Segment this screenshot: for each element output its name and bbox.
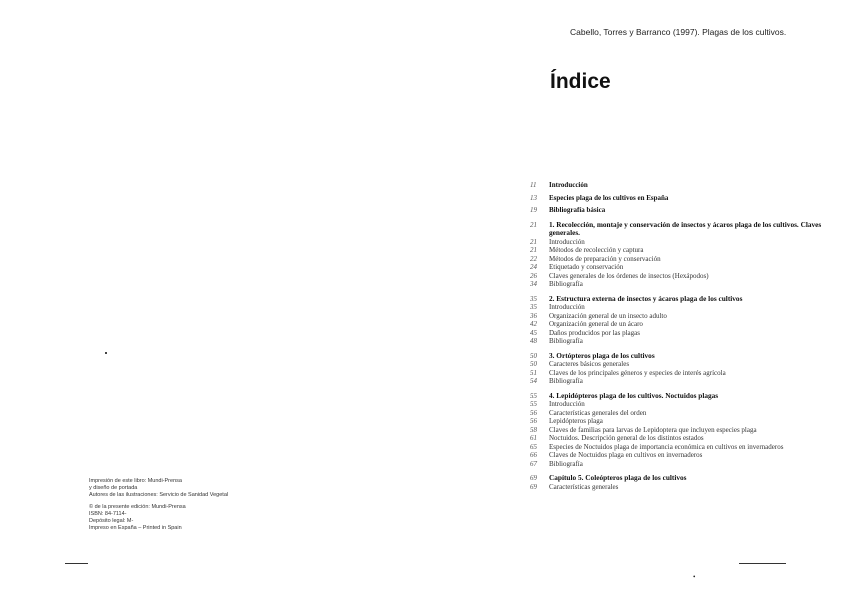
toc-entry [530, 303, 830, 312]
toc-entry-text: 4. Lepidópteros plaga de los cultivos. Noctuidos plagas [549, 390, 719, 400]
toc-page-number: 67 [530, 459, 537, 468]
credits-line: Autores de las ilustraciones: Servicio de Sanidad Vegetal [89, 492, 229, 498]
toc-entry-text: Características generales del orden [549, 408, 647, 417]
toc-entry [530, 263, 830, 272]
toc-entry [530, 194, 830, 203]
toc-page-number: 48 [530, 337, 537, 345]
credits-line: Impreso en España – Printed in Spain [89, 525, 182, 531]
toc-entry [530, 337, 830, 346]
page-title: Índice [550, 70, 611, 93]
toc-page-number: 11 [530, 181, 537, 189]
toc-entry-text: Claves de familias para larvas de Lepidoptera que incluyen especies plaga [549, 425, 757, 434]
toc-page-number: 50 [530, 360, 537, 368]
toc-entry-text: Introducción [549, 237, 585, 246]
stray-dot [105, 352, 107, 354]
toc-page-number: 45 [530, 328, 537, 337]
toc-entry [530, 443, 830, 452]
toc-entry-text: Claves generales de los órdenes de insectos (Hexápodos) [549, 271, 709, 280]
toc-entry [530, 434, 830, 443]
toc-page-number: 69 [530, 474, 537, 482]
toc-entry-text: Organización general de un ácaro [549, 320, 643, 328]
toc-page-number: 69 [530, 482, 537, 491]
toc-entry [530, 255, 830, 264]
toc-entry-text: Bibliografía [549, 377, 583, 385]
toc-page-number: 19 [530, 206, 537, 214]
toc-entry-text: Métodos de preparación y conservación [549, 254, 661, 263]
toc-entry-text: Claves de los principales géneros y especies de interés agrícola [549, 368, 726, 377]
toc-entry-text: Claves de Noctuidos plaga en cultivos en invernaderos [549, 451, 703, 459]
toc-page-number: 24 [530, 263, 537, 271]
toc-page-number: 61 [530, 434, 537, 442]
toc-entry-text: Etiquetado y conservación [549, 263, 624, 271]
toc-page-number: 56 [530, 417, 537, 425]
credits-line: © de la presente edición: Mundi-Prensa [89, 504, 186, 510]
credits-line: ISBN: 84-7114- [89, 511, 127, 517]
footer-rule [65, 563, 88, 564]
toc-entry-text: Bibliografía [549, 280, 583, 288]
credits-block [89, 478, 309, 532]
toc-entry [530, 312, 830, 321]
toc-entry [530, 426, 830, 435]
toc-entry [530, 377, 830, 386]
toc-entry [530, 369, 830, 378]
toc-page-number: 21 [530, 220, 537, 229]
toc-entry-text: Noctuidos. Descripción general de los distintos estados [549, 434, 704, 442]
toc-entry-text: 2. Estructura externa de insectos y ácaros plaga de los cultivos [549, 293, 743, 303]
footer-mark: • [693, 573, 696, 581]
toc-entry-text: Bibliografía [549, 337, 583, 345]
toc-entry [530, 400, 830, 409]
toc-page-number: 35 [530, 294, 537, 303]
toc-page-number: 51 [530, 368, 537, 377]
credits-line: Depósito legal: M- [89, 518, 134, 524]
toc-entry-text: Introducción [549, 181, 588, 189]
toc-page-number: 58 [530, 425, 537, 434]
right-page [424, 0, 848, 599]
toc-page-number: 21 [530, 246, 537, 254]
credits-line: y diseño de portada [89, 485, 138, 491]
toc-page-number: 65 [530, 442, 537, 451]
credits-line: Impresión de este libro: Mundi-Prensa [89, 478, 182, 484]
toc-entry-text: Organización general de un insecto adulto [549, 311, 667, 320]
toc-entry-text: Características generales [549, 482, 619, 491]
toc-entry-text: Especies de Noctuidos plaga de importancia económica en cultivos en invernaderos [549, 442, 784, 451]
toc-page-number: 13 [530, 193, 537, 202]
toc-page-number: 56 [530, 408, 537, 417]
toc-page-number: 50 [530, 351, 537, 360]
toc-page-number: 26 [530, 271, 537, 280]
toc-page-number: 66 [530, 451, 537, 459]
toc-entry [530, 295, 830, 304]
toc-entry-text: Daños producidos por las plagas [549, 328, 640, 337]
toc-entry [530, 474, 830, 483]
toc-entry [530, 238, 830, 247]
toc-entry [530, 320, 830, 329]
toc-page-number: 34 [530, 280, 537, 288]
toc-entry-text: Bibliografía [549, 459, 583, 468]
toc-page-number: 22 [530, 254, 537, 263]
toc-page-number: 35 [530, 303, 537, 311]
toc-entry [530, 451, 830, 460]
toc-entry-text: Bibliografía básica [549, 206, 606, 214]
footer-rule [739, 563, 786, 564]
toc-entry [530, 329, 830, 338]
toc-page-number: 21 [530, 237, 537, 246]
toc-entry [530, 409, 830, 418]
running-header: Cabello, Torres y Barranco (1997). Plagas de los cultivos. [570, 27, 787, 37]
toc-entry [530, 392, 830, 401]
toc-entry-text: Métodos de recolección y captura [549, 246, 644, 254]
toc-entry [530, 246, 830, 255]
table-of-contents [530, 181, 830, 491]
toc-entry [530, 417, 830, 426]
toc-entry-text: 3. Ortópteros plaga de los cultivos [549, 350, 655, 360]
toc-entry [530, 360, 830, 369]
toc-entry [530, 206, 830, 215]
toc-page-number: 42 [530, 320, 537, 328]
toc-entry [530, 483, 830, 492]
toc-entry [530, 460, 830, 469]
toc-page-number: 55 [530, 400, 537, 408]
toc-page-number: 36 [530, 311, 537, 320]
toc-entry [530, 280, 830, 289]
toc-entry-text: Introducción [549, 400, 585, 408]
toc-entry [530, 221, 830, 238]
toc-entry-text: 1. Recolección, montaje y conservación de insectos y ácaros plaga de los cultivos. Claves generales. [549, 219, 822, 237]
toc-page-number: 54 [530, 377, 537, 385]
toc-entry-text: Especies plaga de los cultivos en España [549, 193, 669, 202]
toc-page-number: 55 [530, 391, 537, 400]
toc-entry [530, 272, 830, 281]
toc-entry [530, 181, 830, 190]
toc-entry-text: Lepidópteros plaga [549, 417, 603, 425]
toc-entry-text: Introducción [549, 303, 585, 311]
toc-entry [530, 352, 830, 361]
toc-entry-text: Capítulo 5. Coleópteros plaga de los cultivos [549, 473, 687, 482]
toc-entry-text: Caracteres básicos generales [549, 360, 630, 368]
